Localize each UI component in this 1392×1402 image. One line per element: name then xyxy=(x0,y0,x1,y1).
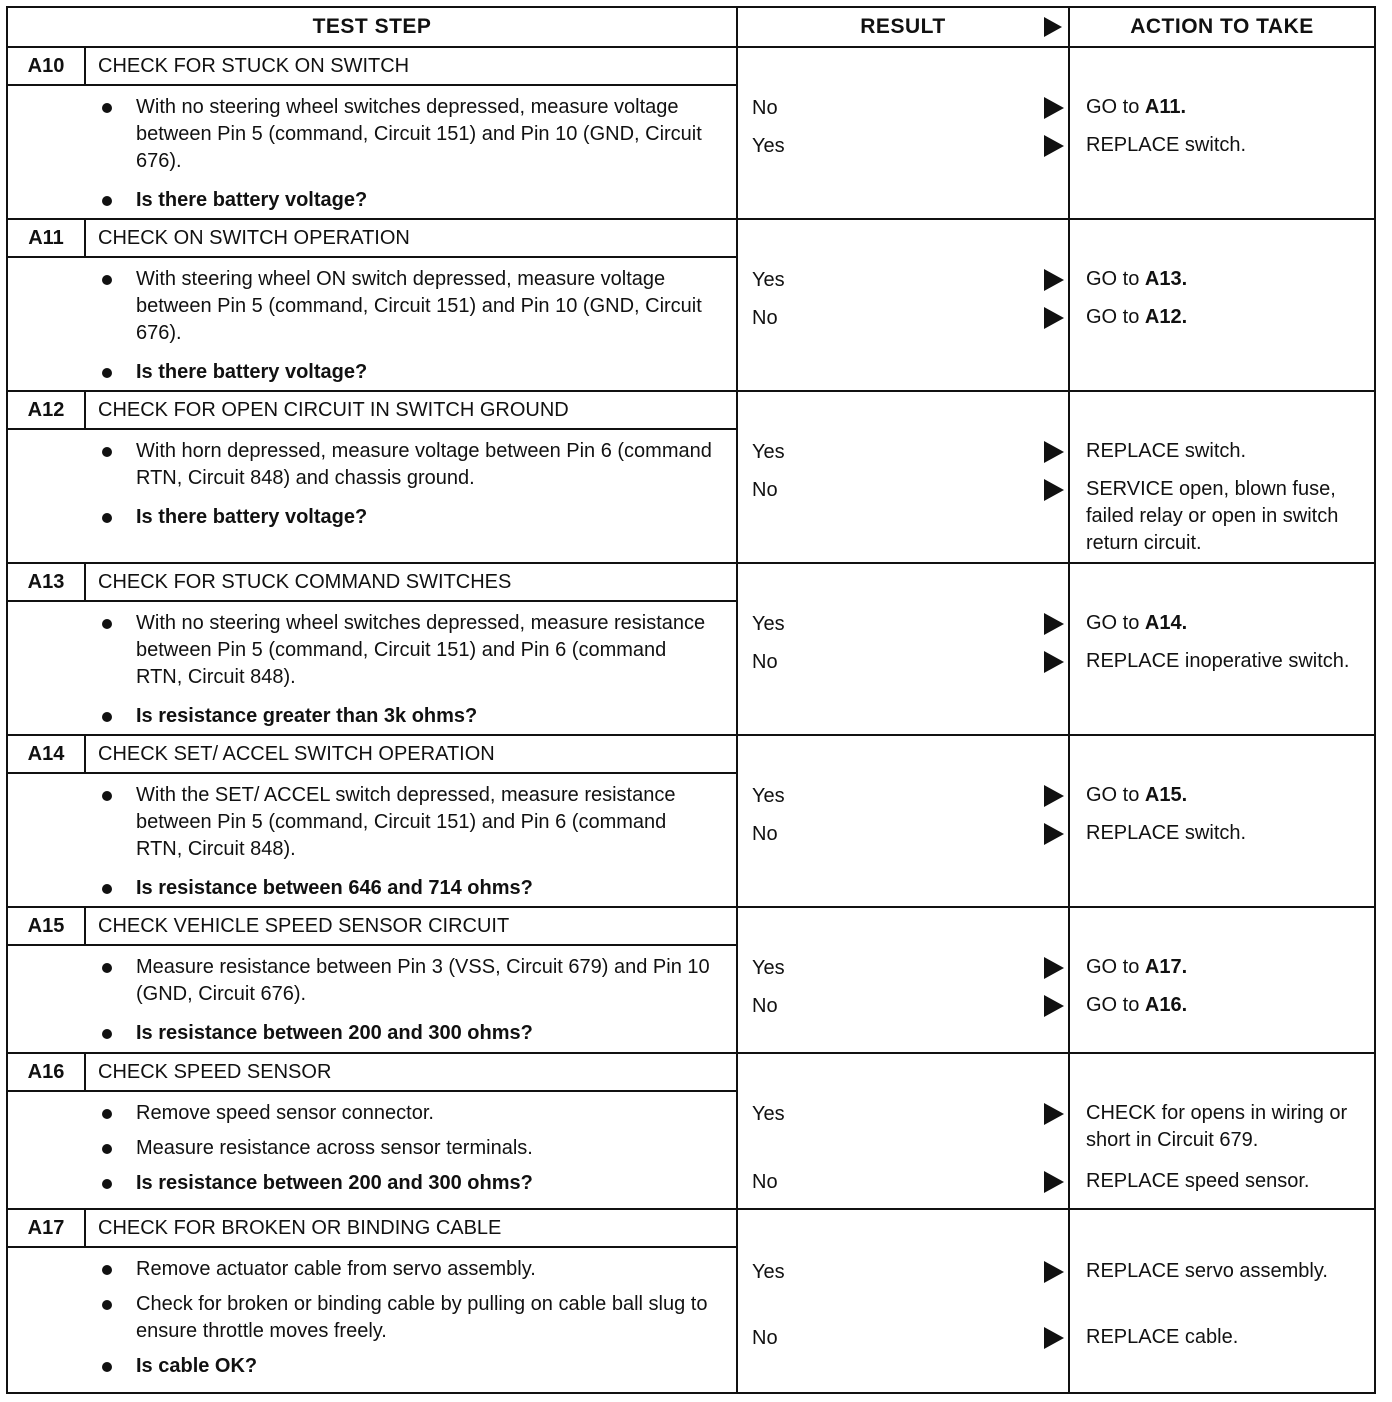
action-text xyxy=(1086,1258,1366,1285)
result-cell xyxy=(738,1054,1070,1208)
result-no xyxy=(752,648,1068,676)
arrow-right-icon xyxy=(1044,785,1064,807)
result-cell xyxy=(738,1210,1070,1392)
result-cell xyxy=(738,736,1070,906)
test-question: Is resistance between 646 and 714 ohms? xyxy=(96,875,716,902)
step-title: CHECK VEHICLE SPEED SENSOR CIRCUIT xyxy=(86,908,736,946)
test-instruction: With no steering wheel switches depressed, measure voltage between Pin 5 (command, Circuit 151) and Pin 10 (GND, Circuit 676). xyxy=(96,94,716,175)
action-text xyxy=(1086,1168,1366,1195)
action-label: REPLACE switch. xyxy=(1086,440,1247,462)
action-text xyxy=(1086,132,1366,159)
header-result xyxy=(738,8,1070,48)
test-step-cell xyxy=(8,1054,738,1208)
step-row-a13 xyxy=(8,564,1374,736)
result-label: No xyxy=(752,995,778,1017)
bullet-list xyxy=(96,1100,716,1205)
result-yes xyxy=(752,782,1068,810)
result-yes xyxy=(752,132,1068,160)
result-cell xyxy=(738,908,1070,1052)
test-instruction: Measure resistance between Pin 3 (VSS, Circuit 679) and Pin 10 (GND, Circuit 676). xyxy=(96,954,716,1008)
arrow-right-icon xyxy=(1044,1327,1064,1349)
arrow-right-icon xyxy=(1044,135,1064,157)
action-text xyxy=(1086,992,1366,1019)
step-title: CHECK FOR OPEN CIRCUIT IN SWITCH GROUND xyxy=(86,392,736,430)
arrow-right-icon xyxy=(1044,441,1064,463)
test-question: Is resistance between 200 and 300 ohms? xyxy=(96,1170,716,1197)
action-step-ref: A16. xyxy=(1144,994,1188,1016)
step-id: A10 xyxy=(8,48,86,86)
header-action: ACTION TO TAKE xyxy=(1070,8,1374,48)
arrow-right-icon xyxy=(1044,1261,1064,1283)
arrow-right-icon xyxy=(1044,307,1064,329)
action-text xyxy=(1086,266,1366,293)
result-no xyxy=(752,1324,1068,1352)
test-question: Is there battery voltage? xyxy=(96,504,716,531)
action-label: REPLACE cable. xyxy=(1086,1326,1239,1348)
action-step-ref: A13. xyxy=(1144,268,1188,290)
step-row-a16 xyxy=(8,1054,1374,1210)
arrow-right-icon xyxy=(1044,823,1064,845)
result-label: No xyxy=(752,823,778,845)
action-cell xyxy=(1070,48,1374,218)
action-text xyxy=(1086,782,1366,809)
test-question: Is there battery voltage? xyxy=(96,187,716,214)
action-label: REPLACE switch. xyxy=(1086,134,1247,156)
step-title: CHECK ON SWITCH OPERATION xyxy=(86,220,736,258)
result-yes xyxy=(752,954,1068,982)
action-text xyxy=(1086,476,1366,557)
result-label: No xyxy=(752,651,778,673)
action-cell xyxy=(1070,908,1374,1052)
step-title: CHECK FOR BROKEN OR BINDING CABLE xyxy=(86,1210,736,1248)
diagnostic-test-table xyxy=(6,6,1376,1394)
bullet-list xyxy=(96,1256,716,1388)
action-step-ref: A12. xyxy=(1144,306,1188,328)
action-text xyxy=(1086,1100,1366,1154)
step-title: CHECK SPEED SENSOR xyxy=(86,1054,736,1092)
step-row-a15 xyxy=(8,908,1374,1054)
action-cell xyxy=(1070,220,1374,390)
result-no xyxy=(752,304,1068,332)
result-yes xyxy=(752,1100,1068,1128)
result-label: No xyxy=(752,1327,778,1349)
header-result-label: RESULT xyxy=(860,15,946,38)
bullet-list xyxy=(96,954,716,1059)
action-label: GO to xyxy=(1086,612,1145,634)
action-label: REPLACE speed sensor. xyxy=(1086,1170,1310,1192)
result-cell xyxy=(738,220,1070,390)
result-no xyxy=(752,1168,1068,1196)
test-question: Is cable OK? xyxy=(96,1353,716,1380)
action-step-ref: A15. xyxy=(1144,784,1188,806)
bullet-list xyxy=(96,782,716,914)
step-id: A17 xyxy=(8,1210,86,1248)
result-label: Yes xyxy=(752,1103,785,1125)
result-label: No xyxy=(752,307,778,329)
test-question: Is resistance between 200 and 300 ohms? xyxy=(96,1020,716,1047)
bullet-list xyxy=(96,266,716,398)
action-label: GO to xyxy=(1086,268,1145,290)
action-cell xyxy=(1070,736,1374,906)
bullet-list xyxy=(96,438,716,543)
result-yes xyxy=(752,438,1068,466)
test-instruction: Check for broken or binding cable by pulling on cable ball slug to ensure throttle moves freely. xyxy=(96,1291,716,1345)
arrow-right-icon xyxy=(1044,269,1064,291)
result-label: Yes xyxy=(752,1261,785,1283)
action-label: GO to xyxy=(1086,784,1145,806)
test-instruction: Remove speed sensor connector. xyxy=(96,1100,716,1127)
arrow-right-icon xyxy=(1044,479,1064,501)
test-step-cell xyxy=(8,220,738,390)
result-yes xyxy=(752,610,1068,638)
result-yes xyxy=(752,266,1068,294)
action-label: SERVICE open, blown fuse, failed relay or open in switch return circuit. xyxy=(1086,478,1339,554)
result-label: Yes xyxy=(752,135,785,157)
result-yes xyxy=(752,1258,1068,1286)
result-no xyxy=(752,992,1068,1020)
step-id: A14 xyxy=(8,736,86,774)
arrow-right-icon xyxy=(1044,651,1064,673)
action-cell xyxy=(1070,1210,1374,1392)
test-step-cell xyxy=(8,908,738,1052)
action-text xyxy=(1086,648,1366,675)
action-text xyxy=(1086,438,1366,465)
test-instruction: With no steering wheel switches depressed, measure resistance between Pin 5 (command, Circuit 151) and Pin 6 (command RTN, Circuit 848). xyxy=(96,610,716,691)
action-cell xyxy=(1070,1054,1374,1208)
arrow-right-icon xyxy=(1044,97,1064,119)
action-label: REPLACE servo assembly. xyxy=(1086,1260,1328,1282)
action-cell xyxy=(1070,392,1374,562)
step-title: CHECK SET/ ACCEL SWITCH OPERATION xyxy=(86,736,736,774)
step-id: A13 xyxy=(8,564,86,602)
result-label: Yes xyxy=(752,613,785,635)
action-label: CHECK for opens in wiring or short in Circuit 679. xyxy=(1086,1102,1348,1151)
result-no xyxy=(752,820,1068,848)
header-test-step: TEST STEP xyxy=(8,8,738,48)
result-label: Yes xyxy=(752,785,785,807)
test-step-cell xyxy=(8,48,738,218)
arrow-right-icon xyxy=(1044,1103,1064,1125)
test-instruction: With the SET/ ACCEL switch depressed, measure resistance between Pin 5 (command, Circuit 151) and Pin 6 (command RTN, Circuit 848). xyxy=(96,782,716,863)
step-row-a11 xyxy=(8,220,1374,392)
result-cell xyxy=(738,564,1070,734)
step-title: CHECK FOR STUCK ON SWITCH xyxy=(86,48,736,86)
arrow-right-icon xyxy=(1044,995,1064,1017)
step-row-a12 xyxy=(8,392,1374,564)
action-text xyxy=(1086,94,1366,121)
result-cell xyxy=(738,48,1070,218)
action-text xyxy=(1086,304,1366,331)
action-cell xyxy=(1070,564,1374,734)
test-step-cell xyxy=(8,736,738,906)
test-step-cell xyxy=(8,392,738,562)
step-id: A16 xyxy=(8,1054,86,1092)
result-no xyxy=(752,94,1068,122)
bullet-list xyxy=(96,610,716,742)
step-row-a17 xyxy=(8,1210,1374,1392)
test-question: Is there battery voltage? xyxy=(96,359,716,386)
bullet-list xyxy=(96,94,716,226)
step-id: A12 xyxy=(8,392,86,430)
step-id: A15 xyxy=(8,908,86,946)
step-row-a10 xyxy=(8,48,1374,220)
test-instruction: With steering wheel ON switch depressed, measure voltage between Pin 5 (command, Circuit 151) and Pin 10 (GND, Circuit 676). xyxy=(96,266,716,347)
test-question: Is resistance greater than 3k ohms? xyxy=(96,703,716,730)
action-label: GO to xyxy=(1086,956,1145,978)
step-id: A11 xyxy=(8,220,86,258)
arrow-right-icon xyxy=(1044,1171,1064,1193)
test-instruction: Measure resistance across sensor terminals. xyxy=(96,1135,716,1162)
arrow-right-icon xyxy=(1044,17,1062,37)
action-label: GO to xyxy=(1086,994,1145,1016)
action-label: REPLACE inoperative switch. xyxy=(1086,650,1350,672)
action-step-ref: A14. xyxy=(1144,612,1188,634)
result-label: No xyxy=(752,1171,778,1193)
action-text xyxy=(1086,1324,1366,1351)
result-label: Yes xyxy=(752,441,785,463)
action-text xyxy=(1086,954,1366,981)
result-cell xyxy=(738,392,1070,562)
action-label: GO to xyxy=(1086,96,1145,118)
test-step-cell xyxy=(8,564,738,734)
action-label: REPLACE switch. xyxy=(1086,822,1247,844)
step-title: CHECK FOR STUCK COMMAND SWITCHES xyxy=(86,564,736,602)
test-step-cell xyxy=(8,1210,738,1392)
action-step-ref: A17. xyxy=(1144,956,1188,978)
arrow-right-icon xyxy=(1044,957,1064,979)
step-row-a14 xyxy=(8,736,1374,908)
result-label: No xyxy=(752,97,778,119)
test-instruction: Remove actuator cable from servo assembly. xyxy=(96,1256,716,1283)
test-instruction: With horn depressed, measure voltage between Pin 6 (command RTN, Circuit 848) and chassis ground. xyxy=(96,438,716,492)
result-no xyxy=(752,476,1068,504)
result-label: Yes xyxy=(752,957,785,979)
action-label: GO to xyxy=(1086,306,1145,328)
arrow-right-icon xyxy=(1044,613,1064,635)
action-text xyxy=(1086,610,1366,637)
result-label: No xyxy=(752,479,778,501)
action-text xyxy=(1086,820,1366,847)
result-label: Yes xyxy=(752,269,785,291)
action-step-ref: A11. xyxy=(1144,96,1187,118)
